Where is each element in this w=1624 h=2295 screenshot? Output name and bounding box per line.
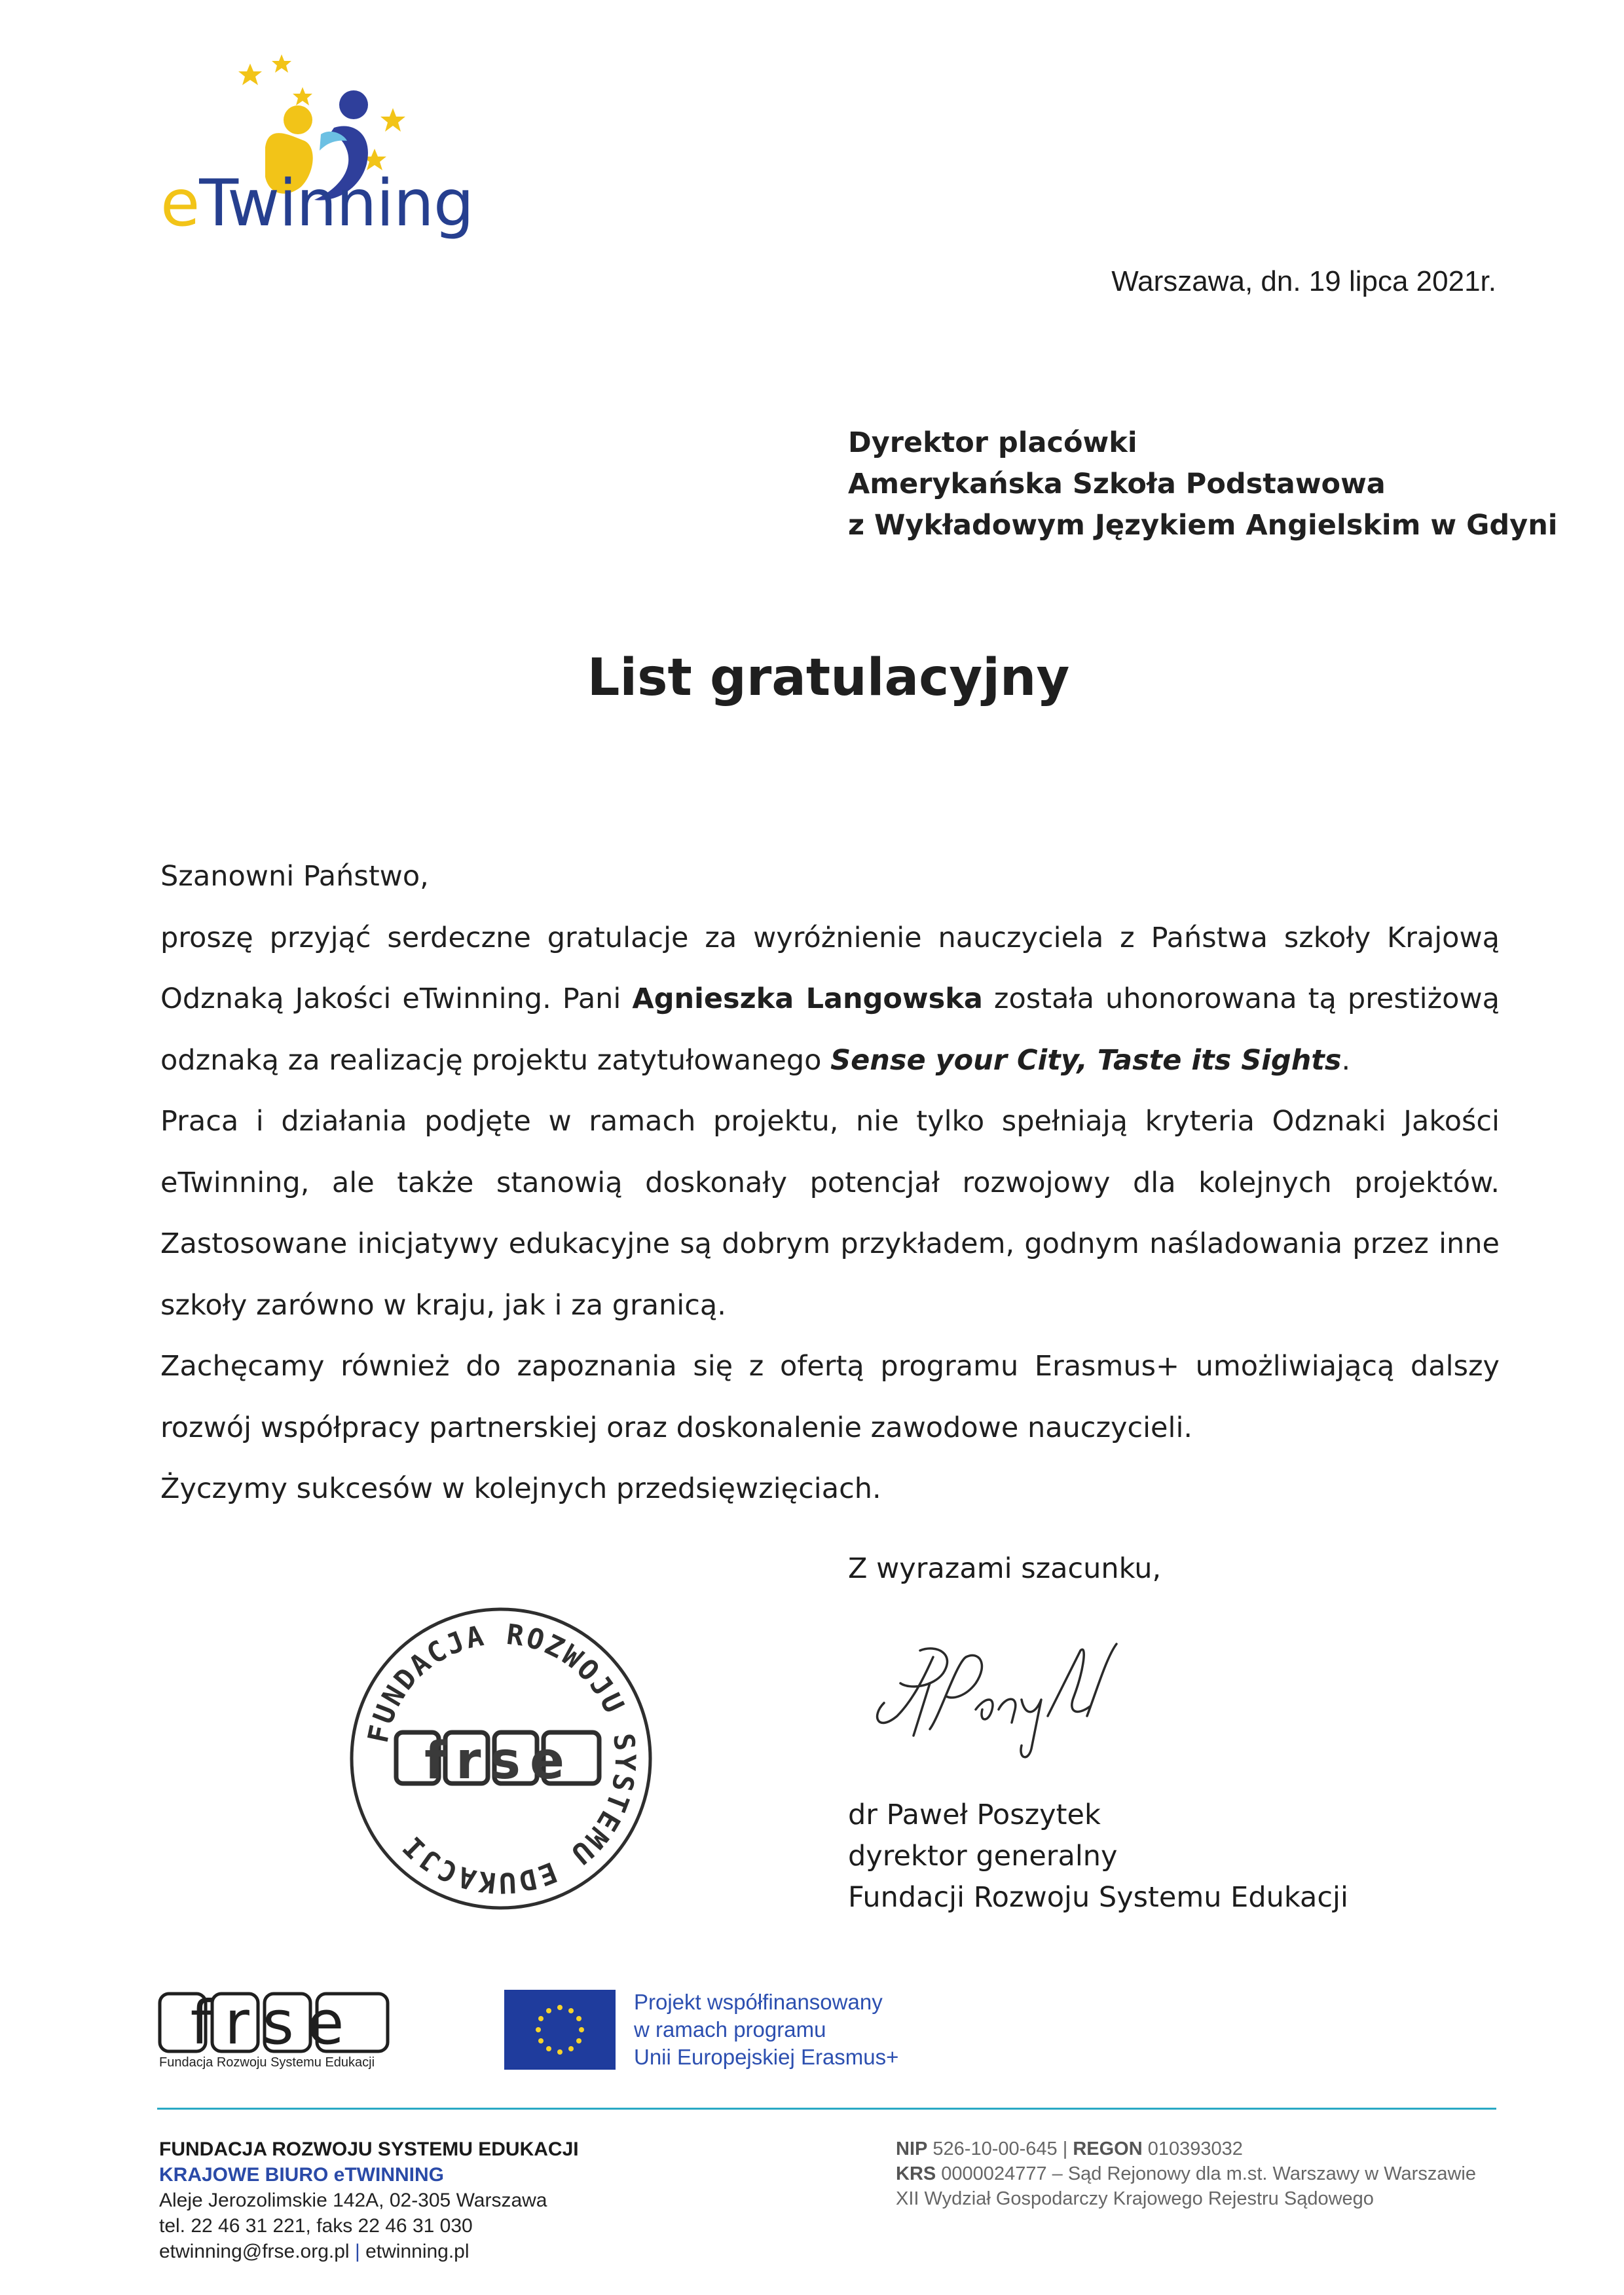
footer-nip-regon: NIP 526-10-00-645 | REGON 010393032 [896,2138,1243,2159]
body-paragraph: proszę przyjąć serdeczne gratulacje za wyróżnienie nauczyciela z Państwa szkoły Krajową Odznaką Jakości eTwinning. Pani Agnieszka Langowska została uhonorowana tą prestiżową odznaką za realizację projektu zatytułowanego Sense your City, Taste its Sights. [160,921,1500,1077]
footer-bureau-name: KRAJOWE BIURO eTWINNING [159,2164,444,2186]
closing-phrase: Z wyrazami szacunku, [848,1552,1162,1585]
footer-web-row: etwinning@frse.org.pl | etwinning.pl [159,2241,470,2262]
body-paragraph: Zachęcamy również do zapoznania się z ofertą programu Erasmus+ umożliwiającą dalszy rozwój współpracy partnerskiej oraz doskonalenie zawodowe nauczycieli. [160,1350,1500,1444]
svg-text:frse: frse [424,1732,574,1791]
footer-court: XII Wydział Gospodarczy Krajowego Rejestru Sądowego [896,2188,1374,2209]
eu-flag-icon [504,1990,616,2070]
footer-divider [157,2108,1496,2110]
project-title: Sense your City, Taste its Sights [830,1043,1342,1077]
recipient-line: z Wykładowym Językiem Angielskim w Gdyni [848,509,1558,542]
footer-contact [159,2136,579,2264]
eu-cofinancing-note: Projekt współfinansowany w ramach programu Unii Europejskiej Erasmus+ [634,1990,899,2069]
letter-title: List gratulacyjny [587,648,1070,707]
footer-org-name: FUNDACJA ROZWOJU SYSTEMU EDUKACJI [159,2138,579,2160]
recipient-line: Dyrektor placówki [848,426,1137,459]
footer-krs: KRS 0000024777 – Sąd Rejonowy dla m.st. Warszawy w Warszawie [896,2163,1476,2184]
footer-website-link[interactable]: etwinning.pl [365,2241,470,2262]
signer-role: dyrektor generalny [848,1840,1118,1873]
letter-date: Warszawa, dn. 19 lipca 2021r. [1111,265,1496,297]
svg-text:frse: frse [190,1991,358,2058]
body-paragraph: Życzymy sukcesów w kolejnych przedsięwzięciach. [160,1472,881,1505]
footer-registry [896,2136,1476,2211]
recipient-block [848,422,1558,546]
footer-phone: tel. 22 46 31 221, faks 22 46 31 030 [159,2215,473,2237]
svg-text:FUNDACJA ROZWOJU SYSTEMU EDUKA: FUNDACJA ROZWOJU SYSTEMU EDUKACJI [361,1618,642,1899]
handwritten-signature [858,1618,1133,1768]
signer-organization: Fundacji Rozwoju Systemu Edukacji [848,1881,1348,1914]
logo-stars-icon [238,54,405,170]
letter-body [160,846,1500,1520]
footer-email-link[interactable]: etwinning@frse.org.pl [159,2241,350,2262]
body-paragraph: Praca i działania podjęte w ramach projektu, nie tylko spełniają kryteria Odznaki Jakości eTwinning, ale także stanowią doskonały potencjał rozwojowy dla kolejnych projektów. Zastosowane inicjatywy edukacyjne są dobrym przykładem, godnym naśladowania przez inne szkoły zarówno w kraju, jak i za granicą. [160,1105,1500,1322]
signer-name: dr Paweł Poszytek [848,1799,1101,1831]
official-stamp [341,1598,661,1919]
etwinning-wordmark: eTwinning [160,166,474,241]
frse-logo-caption: Fundacja Rozwoju Systemu Edukacji [159,2055,375,2070]
footer-address: Aleje Jerozolimskie 142A, 02-305 Warszawa [159,2190,547,2211]
teacher-name: Agnieszka Langowska [632,982,983,1015]
recipient-line: Amerykańska Szkoła Podstawowa [848,468,1386,500]
salutation: Szanowni Państwo, [160,860,429,893]
signer-block [848,1795,1348,1918]
